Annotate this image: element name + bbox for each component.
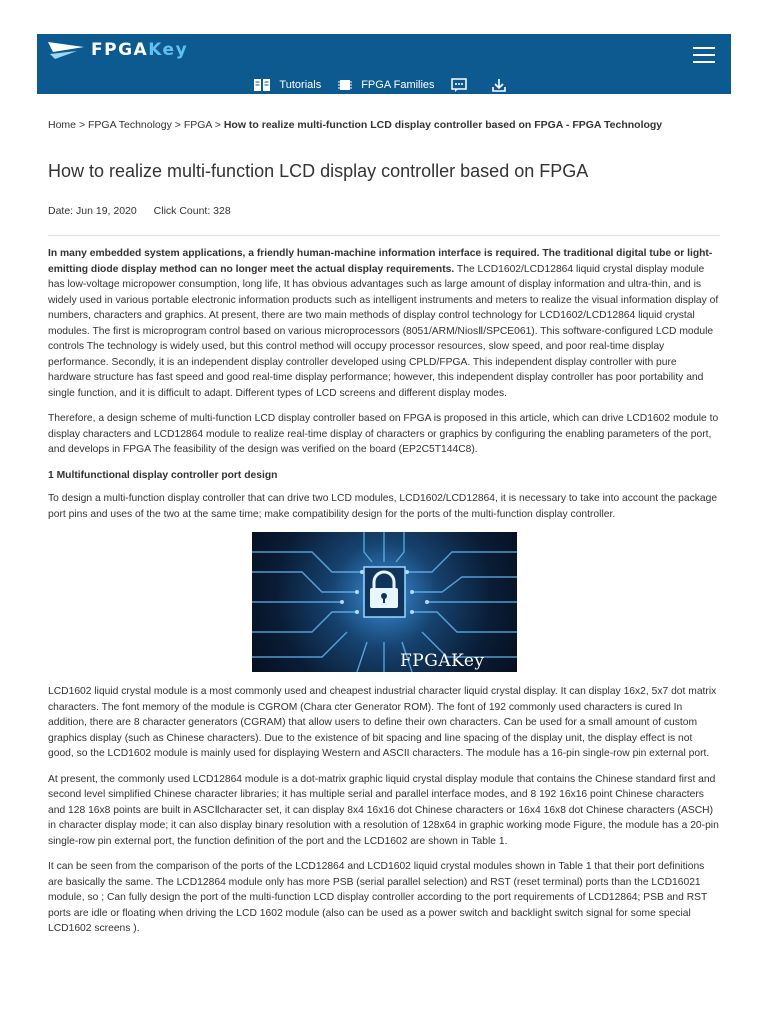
site-logo[interactable] xyxy=(47,37,188,63)
nav-label: Tutorials xyxy=(279,79,322,91)
nav-item-fpga-families[interactable] xyxy=(337,78,434,92)
paragraph: Therefore, a design scheme of multi-function LCD display controller based on FPGA is proposed in this article, which can drive LCD1602 module to display characters and LCD12864 module to realize real-time display of characters or graphics by configuring the enabling parameters of the port, and develops in FPGA The feasibility of the design was verified on the board (EP2C5T144C8). xyxy=(48,413,719,455)
paragraph: At present, the commonly used LCD12864 module is a dot-matrix graphic liquid crystal display module that contains the Chinese standard first and second level simplified Chinese character libraries; it has multiple serial and parallel interface modes, and 8 192 16x16 point Chinese characters and 128 16x8 points are built in ASCⅡcharacter set, it can display 8x4 16x16 dot Chinese characters or 16x4 16x8 dot Chinese characters (ASCH) in character display mode; it can also display binary resolution with a resolution of 128x64 in graphic working mode Figure, the module has a 20-pin single-row pin external port, the function definition of the port and the LCD1602 are shown in Table 1. xyxy=(48,773,719,847)
image-watermark: FPGAKey xyxy=(400,650,485,671)
breadcrumb-fpga-link[interactable]: FPGA xyxy=(183,119,212,131)
chip-icon xyxy=(337,78,353,92)
download-icon xyxy=(491,78,507,92)
nav-item-chat[interactable] xyxy=(451,78,475,92)
intro-bold-text: In many embedded system applications, a friendly human-machine information interface is required. The traditional digital tube or light-emitting diode display method can no longer meet the actual display requirements. xyxy=(48,248,713,275)
menu-toggle-button[interactable] xyxy=(693,47,715,64)
article-body xyxy=(48,246,720,947)
section-heading: 1 Multifunctional display controller port design xyxy=(48,469,278,481)
breadcrumb-home-link[interactable]: Home xyxy=(48,119,77,131)
nav-item-download[interactable] xyxy=(491,78,515,92)
breadcrumb-fpga-technology-link[interactable]: FPGA Technology xyxy=(88,119,172,131)
paragraph: It can be seen from the comparison of the ports of the LCD12864 and LCD1602 liquid crystal modules shown in Table 1 that their port definitions are basically the same. The LCD12864 module only has more PSB (serial parallel selection) and RST (reset terminal) ports than the LCD16021 module, so ; Can fully design the port of the multi-function LCD display controller according to the port requirements of LCD12864; PSB and RST ports are idle or floating when driving the LCD 1602 module (also can be used as a power switch and backlight switch signal for some special LCD1602 screens ). xyxy=(48,861,708,934)
book-icon xyxy=(253,78,271,92)
main-nav xyxy=(37,76,731,94)
publish-date: Date: Jun 19, 2020 xyxy=(48,205,137,217)
breadcrumb xyxy=(48,119,662,131)
divider xyxy=(48,235,720,236)
paragraph: LCD1602 liquid crystal module is a most commonly used and cheapest industrial character liquid crystal display. It can display 16x2, 5x7 dot matrix characters. The font memory of the module is CGROM (Chara cter Generator ROM). The font of 192 commonly used characters is cured In addition, there are 8 character generators (CGRAM) that allow users to define their own characters. Can be used for a small amount of custom graphics display (such as Chinese characters). Due to the existence of bit spacing and line spacing of the display unit, the display effect is not good, so the LCD1602 module is mainly used for displaying Western and ASCII characters. The module has a 16-pin single-row pin external port. xyxy=(48,686,717,759)
page-title: How to realize multi-function LCD display controller based on FPGA xyxy=(48,161,589,181)
breadcrumb-separator: > xyxy=(174,119,181,131)
breadcrumb-separator: > xyxy=(214,119,221,131)
intro-text: The LCD1602/LCD12864 liquid crystal display module has low-voltage micropower consumption, long life, It has obvious advantages such as large amount of display information and ultra-thin, and is widely used in various portable electronic information products such as intelligent instruments and meters to realize the visual information display of numbers, characters and graphics. At present, there are two main methods of display control technology for LCD1602/LCD12864 liquid crystal modules. The first is microprogram control based on various microprocessors (8051/ARM/NiosⅡ/SPCE061). This software-configured LCD module controls The technology is widely used, but this control method will occupy processor resources, slow speed, and poor real-time display performance. Secondly, it is an independent display controller developed using CPLD/FPGA. This independent display controller with pure hardware structure has fast speed and good real-time display performance; however, this independent display controller has poor portability and single function, and it is difficult to adapt. Different types of LCD screens and different display modes. xyxy=(48,263,719,399)
intro-paragraph xyxy=(48,246,720,401)
click-count: Click Count: 328 xyxy=(153,205,231,217)
breadcrumb-separator: > xyxy=(78,119,86,131)
logo-text: FPGAKey xyxy=(91,40,189,60)
logo-swoosh-icon xyxy=(47,39,85,61)
paragraph: To design a multi-function display controller that can drive two LCD modules, LCD1602/LCD12864, it is necessary to take into account the package port pins and uses of the two at the same time; make compatibility design for the ports of the multi-function display controller. xyxy=(48,493,718,520)
site-header xyxy=(37,34,731,94)
chat-icon xyxy=(451,78,467,92)
article-meta xyxy=(48,205,245,217)
nav-item-tutorials[interactable] xyxy=(253,78,321,92)
article-image xyxy=(252,532,517,672)
breadcrumb-current: How to realize multi-function LCD display controller based on FPGA - FPGA Technology xyxy=(223,119,663,131)
nav-label: FPGA Families xyxy=(361,79,435,91)
